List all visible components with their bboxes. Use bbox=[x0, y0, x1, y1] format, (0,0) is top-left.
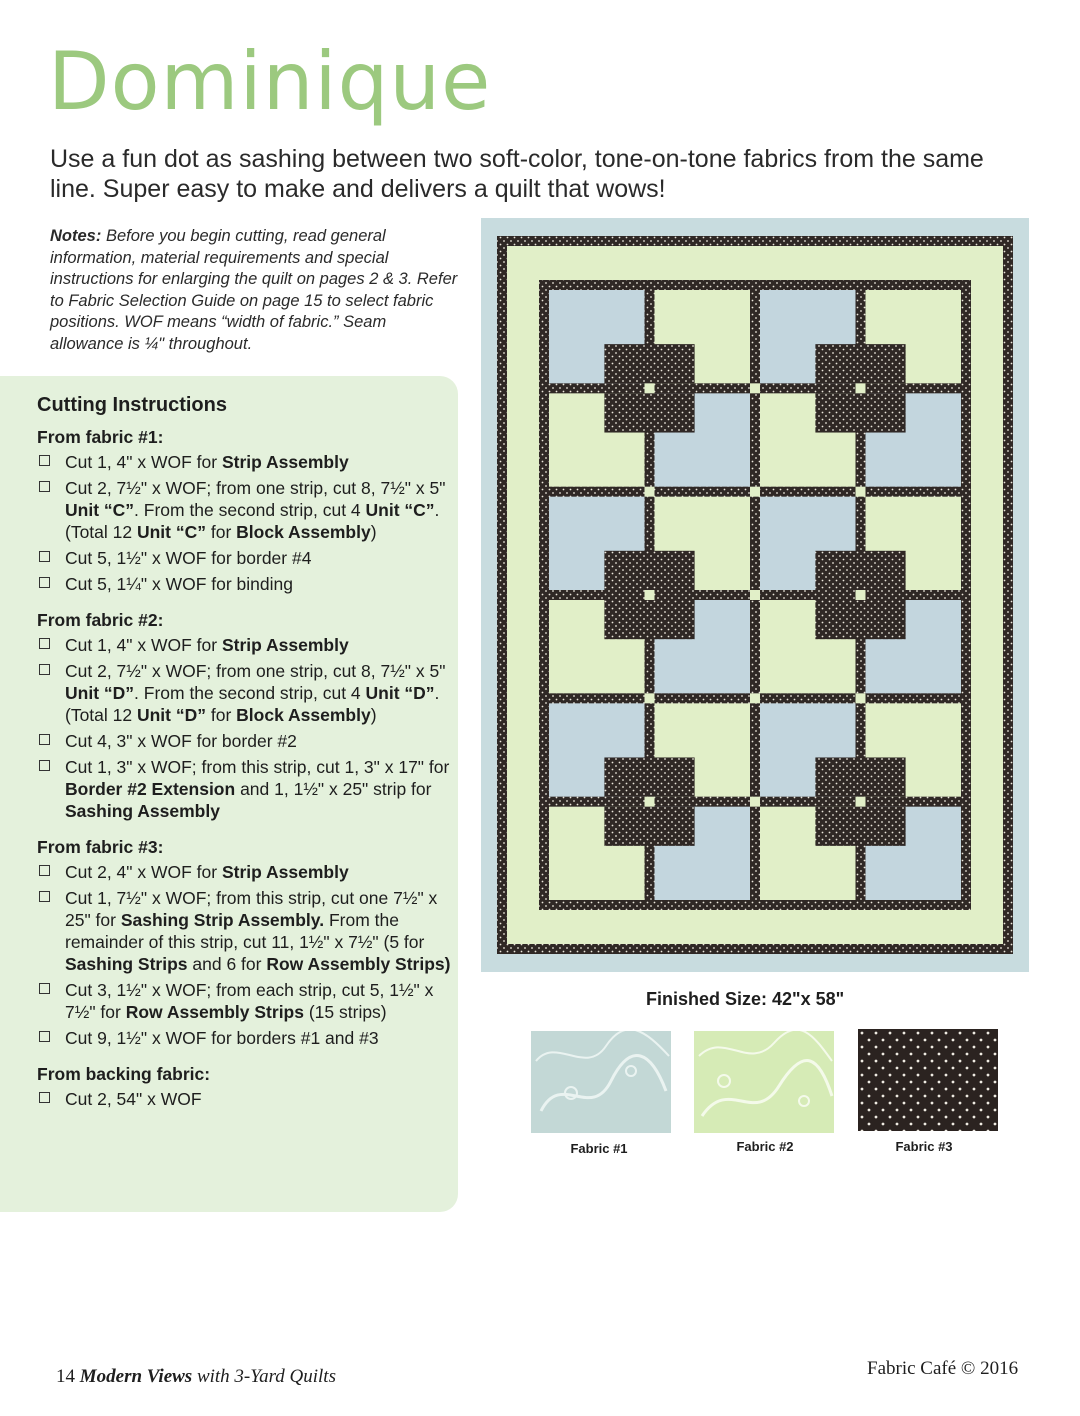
quilt-image bbox=[481, 218, 1029, 972]
checkbox-icon bbox=[39, 638, 50, 649]
cutting-item-text: and 1, 1½" x 25" strip for bbox=[235, 779, 432, 799]
cutting-group bbox=[37, 426, 457, 595]
cutting-item-text: . From the second strip, cut 4 bbox=[134, 500, 366, 520]
quilt-cornerstone bbox=[645, 693, 655, 703]
quilt-block-corner bbox=[604, 600, 644, 639]
cutting-group-title: From fabric #3: bbox=[37, 837, 164, 857]
fabric-2-swatch bbox=[694, 1031, 834, 1133]
quilt-block-corner bbox=[655, 757, 695, 796]
cutting-item-text: ) bbox=[370, 522, 377, 542]
quilt-block-corner bbox=[604, 344, 644, 383]
notes-label: Notes: bbox=[50, 227, 102, 245]
cutting-item-bold: Sashing Assembly bbox=[65, 801, 220, 821]
quilt-block-corner bbox=[604, 807, 644, 846]
cutting-item-text: Cut 1, 4" x WOF for bbox=[65, 452, 222, 472]
fabric-1-label: Fabric #1 bbox=[570, 1141, 628, 1156]
cutting-item-bold: Strip Assembly bbox=[221, 452, 349, 472]
cutting-item bbox=[37, 1088, 457, 1110]
cutting-item bbox=[37, 730, 457, 752]
quilt-block-corner bbox=[815, 344, 855, 383]
quilt-block-corner bbox=[866, 757, 906, 796]
cutting-item-text: ) bbox=[370, 705, 377, 725]
cutting-group-title: From fabric #1: bbox=[37, 427, 164, 447]
cutting-item-text: . (Total 12 bbox=[65, 500, 440, 542]
cutting-item bbox=[37, 573, 457, 595]
footer-book bbox=[56, 1366, 336, 1388]
quilt-cornerstone bbox=[750, 797, 760, 807]
quilt-cornerstone bbox=[645, 487, 655, 497]
cutting-item bbox=[37, 887, 457, 975]
quilt-block-corner bbox=[815, 807, 855, 846]
cutting-group bbox=[37, 1063, 457, 1110]
cutting-item-bold: Unit “C” bbox=[65, 500, 135, 520]
cutting-item-text: and 6 for bbox=[187, 954, 267, 974]
checkbox-icon bbox=[39, 455, 50, 466]
quilt-cornerstone bbox=[856, 693, 866, 703]
cutting-item-text: Cut 4, 3" x WOF for border #2 bbox=[65, 731, 297, 751]
cutting-item-text: Cut 2, 7½" x WOF; from one strip, cut 8, 7½" x 5" bbox=[65, 661, 446, 681]
cutting-item-bold: Sashing Strip Assembly. bbox=[120, 910, 325, 930]
quilt-cornerstone bbox=[645, 383, 655, 393]
cutting-item-text: Cut 5, 1¼" x WOF for binding bbox=[65, 574, 293, 594]
quilt-cornerstone bbox=[750, 693, 760, 703]
quilt-cornerstone bbox=[856, 487, 866, 497]
quilt-block-corner bbox=[815, 757, 855, 796]
quilt-cornerstone bbox=[856, 383, 866, 393]
fabric-1-swatch bbox=[531, 1031, 671, 1133]
fabric-2-label: Fabric #2 bbox=[736, 1139, 794, 1154]
cutting-instructions bbox=[37, 394, 457, 1114]
quilt-cornerstone bbox=[750, 590, 760, 600]
cutting-item-text: From the remainder of this strip, cut 11, 1½" x 7½" (5 for bbox=[65, 910, 425, 952]
checkbox-icon bbox=[39, 760, 50, 771]
quilt-block-corner bbox=[604, 551, 644, 590]
cutting-item bbox=[37, 861, 457, 883]
quilt-cornerstone bbox=[645, 797, 655, 807]
fabric-3-swatch bbox=[858, 1029, 998, 1131]
quilt-cornerstone bbox=[750, 383, 760, 393]
cutting-item bbox=[37, 979, 457, 1023]
checkbox-icon bbox=[39, 1092, 50, 1103]
cutting-item bbox=[37, 634, 457, 656]
quilt-block-corner bbox=[866, 344, 906, 383]
quilt-block-corner bbox=[604, 757, 644, 796]
cutting-item-text: Cut 5, 1½" x WOF for border #4 bbox=[65, 548, 312, 568]
quilt-block-corner bbox=[866, 600, 906, 639]
quilt-block-corner bbox=[655, 551, 695, 590]
page-title: Dominique bbox=[48, 35, 492, 128]
cutting-item-text: Cut 1, 4" x WOF for bbox=[65, 635, 222, 655]
quilt-block-corner bbox=[655, 344, 695, 383]
notes bbox=[50, 226, 460, 355]
cutting-item-bold: Block Assembly bbox=[236, 522, 371, 542]
cutting-list bbox=[37, 451, 457, 595]
quilt-block-corner bbox=[866, 551, 906, 590]
quilt-block-corner bbox=[815, 600, 855, 639]
checkbox-icon bbox=[39, 664, 50, 675]
cutting-item-bold: Strip Assembly bbox=[221, 635, 349, 655]
cutting-list bbox=[37, 861, 457, 1049]
book-title-rest: with 3-Yard Quilts bbox=[196, 1366, 336, 1387]
cutting-item-text: . From the second strip, cut 4 bbox=[134, 683, 366, 703]
cutting-list bbox=[37, 1088, 457, 1110]
cutting-group-title: From backing fabric: bbox=[37, 1064, 211, 1084]
checkbox-icon bbox=[39, 481, 50, 492]
cutting-item bbox=[37, 756, 457, 822]
cutting-item bbox=[37, 451, 457, 473]
quilt-block-corner bbox=[655, 393, 695, 432]
cutting-item-text: . (Total 12 bbox=[65, 683, 440, 725]
cutting-item-text: Cut 2, 4" x WOF for bbox=[65, 862, 222, 882]
quilt-cornerstone bbox=[750, 487, 760, 497]
quilt-block-corner bbox=[655, 600, 695, 639]
page-number: 14 bbox=[56, 1366, 75, 1387]
cutting-item-text: Cut 1, 3" x WOF; from this strip, cut 1, 3" x 17" for bbox=[65, 757, 450, 777]
cutting-item-bold: Unit “D” bbox=[65, 683, 135, 703]
quilt-block-corner bbox=[866, 807, 906, 846]
cutting-item-text: Cut 1, 7½" x WOF; from this strip, cut one 7½" x 25" for bbox=[65, 888, 438, 930]
quilt-cornerstone bbox=[645, 590, 655, 600]
cutting-item-text: Cut 2, 7½" x WOF; from one strip, cut 8, 7½" x 5" bbox=[65, 478, 446, 498]
checkbox-icon bbox=[39, 865, 50, 876]
checkbox-icon bbox=[39, 1031, 50, 1042]
cutting-item bbox=[37, 660, 457, 726]
cutting-item-text: Cut 3, 1½" x WOF; from each strip, cut 5, 1½" x 7½" for bbox=[65, 980, 434, 1022]
fabric-3-label: Fabric #3 bbox=[895, 1139, 953, 1154]
cutting-list bbox=[37, 634, 457, 822]
cutting-item bbox=[37, 1027, 457, 1049]
cutting-group bbox=[37, 836, 457, 1049]
cutting-group-title: From fabric #2: bbox=[37, 610, 164, 630]
footer-copyright: Fabric Café © 2016 bbox=[867, 1358, 1019, 1379]
cutting-item bbox=[37, 477, 457, 543]
cutting-item-bold: Unit “C” bbox=[136, 522, 207, 542]
finished-size: Finished Size: 42"x 58" bbox=[646, 989, 845, 1009]
checkbox-icon bbox=[39, 891, 50, 902]
cutting-item-text: for bbox=[206, 522, 237, 542]
checkbox-icon bbox=[39, 577, 50, 588]
cutting-item-text: for bbox=[206, 705, 237, 725]
cutting-item-bold: Unit “D” bbox=[136, 705, 207, 725]
cutting-item-bold: Border #2 Extension bbox=[65, 779, 236, 799]
quilt-cornerstone bbox=[856, 797, 866, 807]
cutting-item-bold: Strip Assembly bbox=[221, 862, 349, 882]
quilt-block-corner bbox=[866, 393, 906, 432]
quilt-block-corner bbox=[815, 393, 855, 432]
cutting-item-text: (15 strips) bbox=[303, 1002, 387, 1022]
cutting-item-bold: Unit “C” bbox=[365, 500, 435, 520]
cutting-item bbox=[37, 547, 457, 569]
cutting-item-bold: Row Assembly Strips) bbox=[266, 954, 451, 974]
checkbox-icon bbox=[39, 734, 50, 745]
quilt-block-corner bbox=[655, 807, 695, 846]
cutting-item-bold: Block Assembly bbox=[236, 705, 371, 725]
notes-text: Before you begin cutting, read general information, material requirements and special instructions for enlarging the quilt on pages 2 & 3. Refer to Fabric Selection Guide on page 15 to select fabric positions. WOF means “width of fabric.” Seam allowance is ¼" throughout. bbox=[50, 227, 458, 353]
cutting-item-text: Cut 9, 1½" x WOF for borders #1 and #3 bbox=[65, 1028, 379, 1048]
checkbox-icon bbox=[39, 983, 50, 994]
cutting-group bbox=[37, 609, 457, 822]
quilt-block-corner bbox=[815, 551, 855, 590]
cutting-heading: Cutting Instructions bbox=[37, 394, 227, 416]
book-title: Modern Views bbox=[79, 1366, 193, 1387]
checkbox-icon bbox=[39, 551, 50, 562]
cutting-item-bold: Row Assembly Strips bbox=[125, 1002, 304, 1022]
cutting-item-text: Cut 2, 54" x WOF bbox=[65, 1089, 202, 1109]
cutting-item-bold: Unit “D” bbox=[365, 683, 435, 703]
cutting-item-bold: Sashing Strips bbox=[65, 954, 188, 974]
quilt-block-corner bbox=[604, 393, 644, 432]
intro-text: Use a fun dot as sashing between two soft-color, tone-on-tone fabrics from the same line. Super easy to make and delivers a quilt that wows! bbox=[50, 145, 984, 203]
quilt-cornerstone bbox=[856, 590, 866, 600]
